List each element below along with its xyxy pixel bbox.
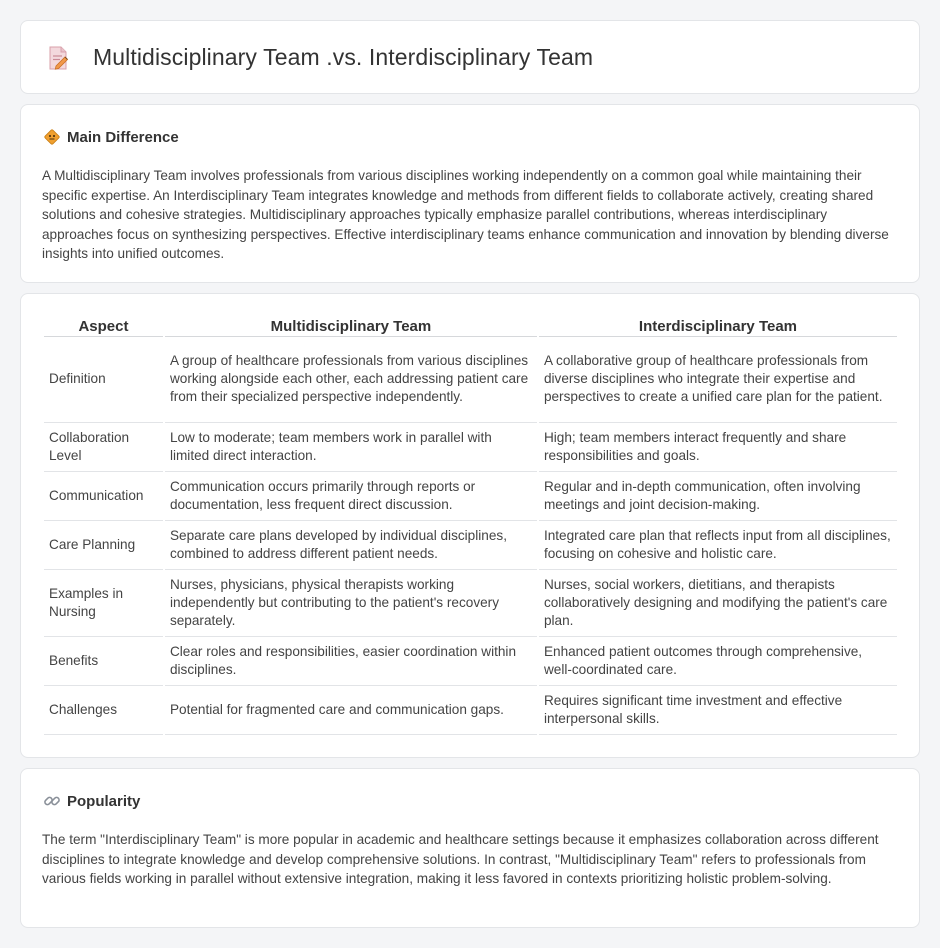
table-row [44, 637, 897, 686]
link-icon [43, 792, 61, 810]
table-row [44, 686, 897, 735]
row-interdisciplinary: Integrated care plan that reflects input from all disciplines, focusing on cohesive and holistic care. [539, 521, 897, 570]
row-aspect: Collaboration Level [44, 423, 163, 472]
table-row [44, 570, 897, 637]
page-title: Multidisciplinary Team .vs. Interdisciplinary Team [93, 44, 594, 70]
row-aspect: Definition [44, 337, 163, 423]
row-multidisciplinary: Clear roles and responsibilities, easier coordination within disciplines. [165, 637, 537, 686]
row-interdisciplinary: Nurses, social workers, dietitians, and therapists collaboratively designing and modifying the patient's care plan. [539, 570, 897, 637]
row-multidisciplinary: Low to moderate; team members work in parallel with limited direct interaction. [165, 423, 537, 472]
row-multidisciplinary: Potential for fragmented care and communication gaps. [165, 686, 537, 735]
main-difference-card [20, 104, 920, 283]
comparison-table [42, 314, 899, 735]
main-difference-text: A Multidisciplinary Team involves professionals from various disciplines working independently on a common goal while maintaining their specific expertise. An Interdisciplinary Team integrates knowledge and methods from different fields to collaborate actively, creating shared solutions and cohesive strategies. Multidisciplinary approaches typically emphasize parallel contributions, whereas interdisciplinary approaches focus on synthesizing perspectives. Effective interdisciplinary teams enhance communication and innovation by blending diverse insights into unified outcomes. [42, 168, 889, 262]
header-interdisciplinary: Interdisciplinary Team [539, 314, 897, 337]
table-row [44, 337, 897, 423]
row-aspect: Communication [44, 472, 163, 521]
row-aspect: Challenges [44, 686, 163, 735]
header-aspect: Aspect [44, 314, 163, 337]
row-aspect: Care Planning [44, 521, 163, 570]
popularity-text: The term "Interdisciplinary Team" is more popular in academic and healthcare settings because it emphasizes collaboration across different disciplines to integrate knowledge and develop comprehensive solutions. In contrast, "Multidisciplinary Team" refers to professionals from various fields working in parallel without extensive integration, making it less favored in contexts prioritizing holistic problem-solving. [42, 832, 879, 887]
popularity-heading-row [43, 792, 140, 810]
popularity-card [20, 768, 920, 928]
row-multidisciplinary: Communication occurs primarily through reports or documentation, less frequent direct discussion. [165, 472, 537, 521]
main-difference-heading: Main Difference [67, 128, 179, 146]
row-multidisciplinary: Nurses, physicians, physical therapists working independently but contributing to the patient's recovery separately. [165, 570, 537, 637]
row-aspect: Examples in Nursing [44, 570, 163, 637]
diamond-sign-icon [43, 128, 61, 146]
document-edit-icon [47, 45, 71, 71]
comparison-card [20, 293, 920, 758]
title-row [47, 44, 593, 71]
main-difference-heading-row [43, 128, 179, 146]
table-row [44, 423, 897, 472]
row-interdisciplinary: Requires significant time investment and effective interpersonal skills. [539, 686, 897, 735]
row-aspect: Benefits [44, 637, 163, 686]
table-header-row [44, 314, 897, 337]
row-multidisciplinary: A group of healthcare professionals from various disciplines working alongside each other, each addressing patient care from their specialized perspective independently. [165, 337, 537, 423]
table-row [44, 472, 897, 521]
table-row [44, 521, 897, 570]
row-interdisciplinary: High; team members interact frequently and share responsibilities and goals. [539, 423, 897, 472]
row-interdisciplinary: Regular and in-depth communication, often involving meetings and joint decision-making. [539, 472, 897, 521]
popularity-heading: Popularity [67, 792, 141, 810]
row-interdisciplinary: Enhanced patient outcomes through comprehensive, well-coordinated care. [539, 637, 897, 686]
title-card [20, 20, 920, 94]
row-multidisciplinary: Separate care plans developed by individual disciplines, combined to address different patient needs. [165, 521, 537, 570]
row-interdisciplinary: A collaborative group of healthcare professionals from diverse disciplines who integrate their expertise and perspectives to create a unified care plan for the patient. [539, 337, 897, 423]
header-multidisciplinary: Multidisciplinary Team [165, 314, 537, 337]
